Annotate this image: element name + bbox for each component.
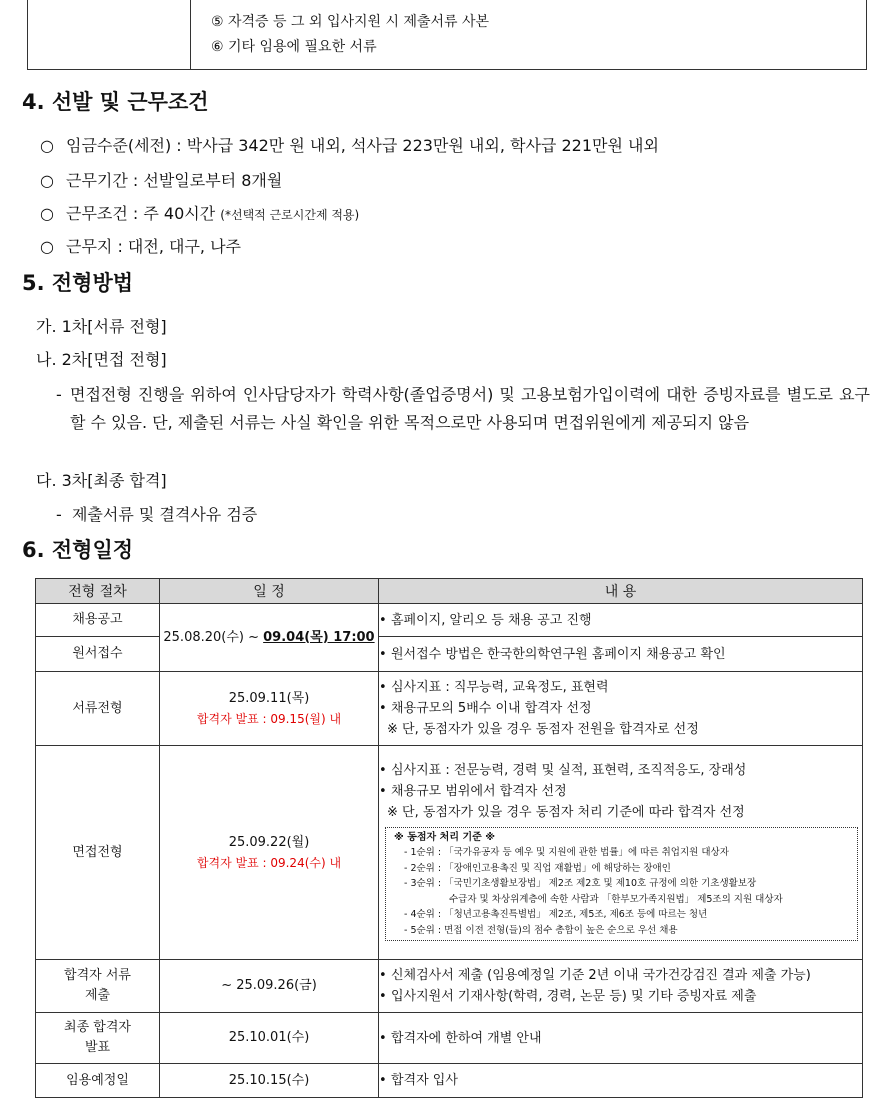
- content-start: • 합격자 입사: [379, 1064, 863, 1098]
- interview-result-date: 합격자 발표 : 09.24(수) 내: [196, 855, 342, 870]
- step-2: 나. 2차[면접 전형]: [36, 350, 167, 369]
- condition-location: ○ 근무지 : 대전, 대구, 나주: [40, 237, 242, 256]
- stage-interview: 면접전형: [36, 746, 160, 960]
- content-submit: • 신체검사서 제출 (임용예정일 기준 2년 이내 국가건강검진 결과 제출 가능) • 입사지원서 기재사항(학력, 경력, 논문 등) 및 기타 증빙자료 제출: [379, 960, 863, 1013]
- tie-break-criteria-box: ※ 동점자 처리 기준 ※ - 1순위 : 「국가유공자 등 예우 및 지원에 관한 법률」에 따른 취업지원 대상자 - 2순위 : 「장애인고용촉진 및 직업 재활법」에 해당하는 장애인 - 3순위 : 「국민기초생활보장법」 제2조 제2호 및 제10호 규정에 의한 기초생활보장 수급자 및 차상위계층에 속한 사람과 「한부모가족지원법」 제5조의 지원 대상자 - 4순위 : 「청년고용촉진특별법」 제2조, 제5조, 제6조 등에 따르는 청년 - 5순위 : 면접 이전 전형(들)의 점수 총합이 높은 순으로 우선 채용: [385, 827, 858, 942]
- table-row: [36, 1064, 863, 1098]
- step-3-detail: - 제출서류 및 결격사유 검증: [56, 505, 258, 524]
- stage-apply: 원서접수: [36, 637, 160, 672]
- content-interview: • 심사지표 : 전문능력, 경력 및 실적, 표현력, 조직적응도, 장래성 • 채용규모 범위에서 합격자 선정 ※ 단, 동점자가 있을 경우 동점자 처리 기준에 따라 합격자 선정 ※ 동점자 처리 기준 ※ - 1순위 : 「국가유공자 등 예우 및 지원에 관한 법률」에 따른 취업지원 대상자 - 2순위 : 「장애인고용촉진 및 직업 재활법」에 해당하는 장애인 - 3순위 : 「국민기초생활보장법」 제2조 제2호 및 제10호 규정에 의한 기초생활보장 수급자 및 차상위계층에 속한 사람과 「한부모가족지원법」 제5조의 지원 대상자 - 4순위 : 「청년고용촉진특별법」 제2조, 제5조, 제6조 등에 따르는 청년 - 5순위 : 면접 이전 전형(들)의 점수 총합이 높은 순으로 우선 채용: [379, 746, 863, 960]
- step-1: 가. 1차[서류 전형]: [36, 317, 167, 336]
- section-6-heading: 6. 전형일정: [22, 538, 134, 562]
- date-interview: 25.09.22(월) 합격자 발표 : 09.24(수) 내: [160, 746, 379, 960]
- schedule-table: [35, 578, 863, 1098]
- circle-bullet-icon: ○: [40, 237, 54, 256]
- date-start: 25.10.15(수): [160, 1064, 379, 1098]
- table-row: [36, 1013, 863, 1064]
- condition-hours: ○ 근무조건 : 주 40시간 (*선택적 근로시간제 적용): [40, 204, 360, 223]
- stage-submit: 합격자 서류 제출: [36, 960, 160, 1013]
- header-content: 내 용: [379, 579, 863, 604]
- date-doc: 25.09.11(목) 합격자 발표 : 09.15(월) 내: [160, 672, 379, 746]
- section-4-heading: 4. 선발 및 근무조건: [22, 90, 209, 114]
- condition-period: ○ 근무기간 : 선발일로부터 8개월: [40, 171, 283, 190]
- step-3: 다. 3차[최종 합격]: [36, 471, 167, 490]
- step-2-detail: - 면접전형 진행을 위하여 인사담당자가 학력사항(졸업증명서) 및 고용보험가입이력에 대한 증빙자료를 별도로 요구할 수 있음. 단, 제출된 서류는 사실 확인을 위한 목적으로만 사용되며 면접위원에게 제공되지 않음: [56, 385, 870, 432]
- stage-final: 최종 합격자 발표: [36, 1013, 160, 1064]
- circle-bullet-icon: ○: [40, 204, 54, 223]
- circle-bullet-icon: ○: [40, 136, 54, 155]
- table-row: [36, 960, 863, 1013]
- header-date: 일 정: [160, 579, 379, 604]
- table-header-row: [36, 579, 863, 604]
- doc-item-6: ⑥ 기타 임용에 필요한 서류: [211, 39, 377, 55]
- date-final: 25.10.01(수): [160, 1013, 379, 1064]
- content-notice: • 홈페이지, 알리오 등 채용 공고 진행: [379, 604, 863, 637]
- date-notice-apply: 25.08.20(수) ~ 09.04(목) 17:00: [160, 604, 379, 672]
- stage-doc: 서류전형: [36, 672, 160, 746]
- content-doc: • 심사지표 : 직무능력, 교육정도, 표현력 • 채용규모의 5배수 이내 합격자 선정 ※ 단, 동점자가 있을 경우 동점자 전원을 합격자로 선정: [379, 672, 863, 746]
- stage-start: 임용예정일: [36, 1064, 160, 1098]
- flex-hours-note: (*선택적 근로시간제 적용): [220, 208, 360, 222]
- doc-result-date: 합격자 발표 : 09.15(월) 내: [196, 711, 342, 726]
- table-row: [36, 746, 863, 960]
- stage-notice: 채용공고: [36, 604, 160, 637]
- section-5-heading: 5. 전형방법: [22, 271, 134, 295]
- table-divider: [190, 0, 191, 69]
- content-apply: • 원서접수 방법은 한국한의학연구원 홈페이지 채용공고 확인: [379, 637, 863, 672]
- circle-bullet-icon: ○: [40, 171, 54, 190]
- condition-salary: ○ 임금수준(세전) : 박사급 342만 원 내외, 석사급 223만원 내외, 학사급 221만원 내외: [40, 136, 659, 155]
- date-submit: ~ 25.09.26(금): [160, 960, 379, 1013]
- table-row: [36, 604, 863, 637]
- header-stage: 전형 절차: [36, 579, 160, 604]
- table-row: [36, 672, 863, 746]
- doc-item-5: ⑤ 자격증 등 그 외 입사지원 시 제출서류 사본: [211, 14, 490, 30]
- document-list-box: [27, 0, 867, 70]
- content-final: • 합격자에 한하여 개별 안내: [379, 1013, 863, 1064]
